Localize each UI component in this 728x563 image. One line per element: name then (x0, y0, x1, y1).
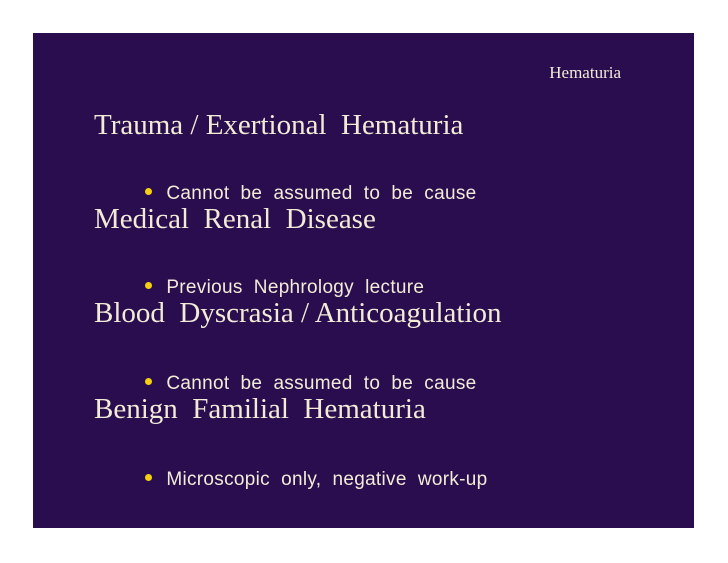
bullet-text: Microscopic only, negative work-up (166, 469, 488, 490)
section-heading-benign-familial: Benign Familial Hematuria (94, 393, 426, 425)
bullet-text: Cannot be assumed to be cause (166, 373, 477, 394)
bullet-dot-icon (145, 188, 152, 195)
bullet-dot-icon (145, 282, 152, 289)
section-heading-medical-renal: Medical Renal Disease (94, 203, 376, 235)
bullet-dot-icon (145, 378, 152, 385)
bullet-text: Cannot be assumed to be cause (166, 183, 477, 204)
bullet-text: Previous Nephrology lecture (166, 277, 425, 298)
slide-header: Hematuria (549, 63, 621, 82)
section-heading-trauma: Trauma / Exertional Hematuria (94, 109, 464, 141)
bullet-item-benign-familial (123, 451, 488, 508)
slide (33, 33, 694, 528)
bullet-dot-icon (145, 474, 152, 481)
section-heading-blood-dyscrasia: Blood Dyscrasia / Anticoagulation (94, 297, 502, 329)
